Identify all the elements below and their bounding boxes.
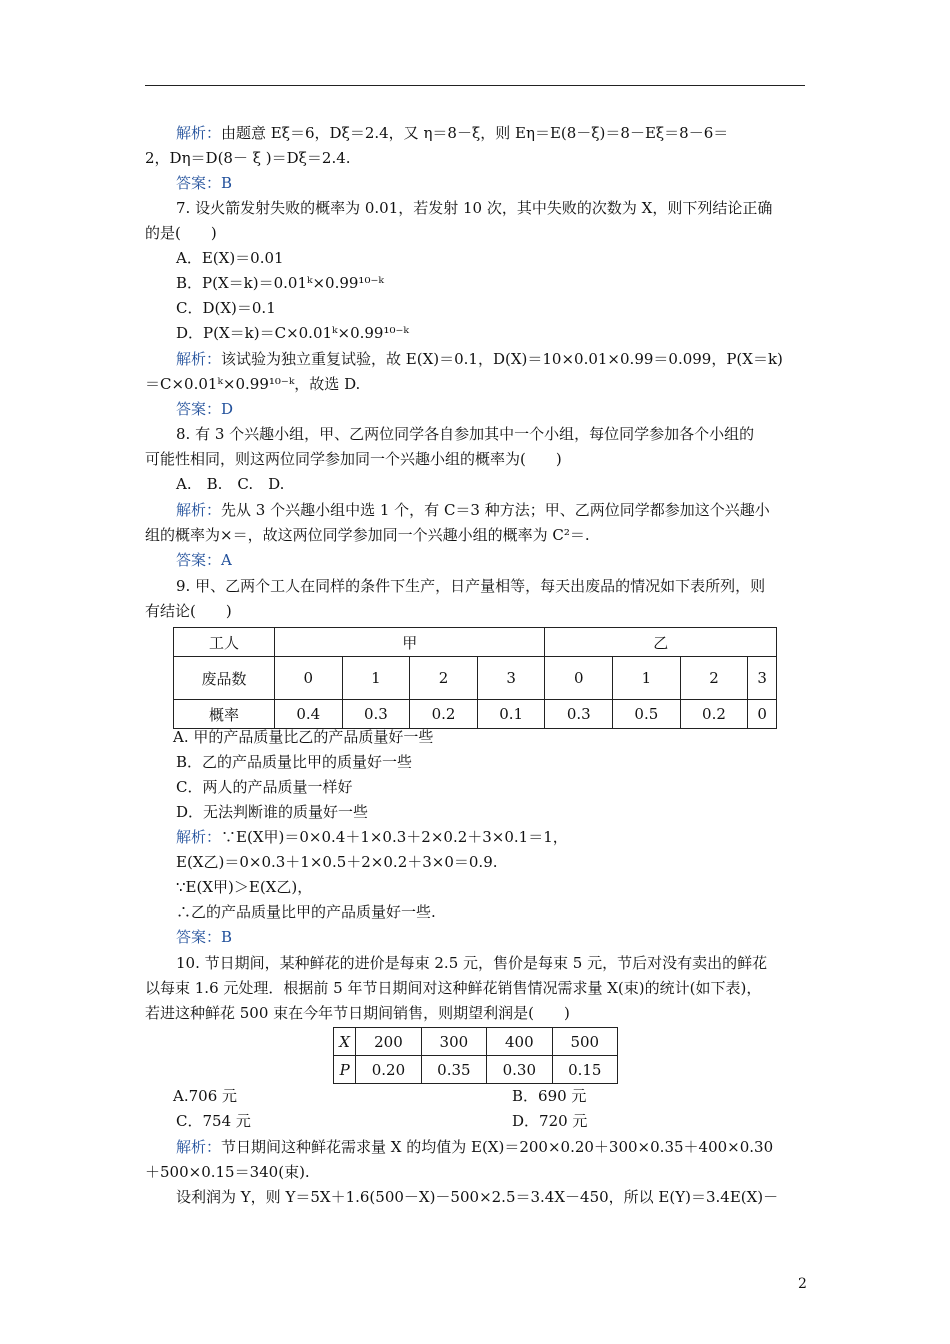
table-cell: 2 xyxy=(410,657,478,700)
text-line: ∴乙的产品质量比甲的产品质量好一些. xyxy=(176,903,436,921)
table-cell: 0.3 xyxy=(342,700,410,729)
table-cell: 0.4 xyxy=(275,700,343,729)
text-line: 2，Dη＝D(8－ ξ )＝Dξ＝2.4. xyxy=(145,149,351,167)
solution-9: 解析：∵E(X甲)＝0×0.4＋1×0.3＋2×0.2＋3×0.1＝1， xyxy=(176,828,568,846)
table-cell: 乙 xyxy=(545,628,777,657)
table-cell: 工人 xyxy=(174,628,275,657)
text-line: 组的概率为×＝，故这两位同学参加同一个兴趣小组的概率为 C²＝. xyxy=(145,526,590,544)
option-c: C．754 元 xyxy=(176,1112,251,1130)
answer-7: 答案：D xyxy=(176,400,234,418)
table-cell: 1 xyxy=(613,657,681,700)
text-line: 的是( ) xyxy=(145,224,217,242)
solution-6: 解析：由题意 Eξ＝6，Dξ＝2.4，又 η＝8－ξ，则 Eη＝E(8－ξ)＝8－Eξ＝8－6＝ xyxy=(176,124,729,142)
question-8: 8. 有 3 个兴趣小组，甲、乙两位同学各自参加其中一个小组，每位同学参加各个小组的 xyxy=(176,425,755,443)
table-cell: 500 xyxy=(552,1028,617,1056)
table-cell: 概率 xyxy=(174,700,275,729)
option-b: B．P(X＝k)＝0.01ᵏ×0.99¹⁰⁻ᵏ xyxy=(176,274,384,292)
text-line: ∵E(X甲)＞E(X乙)， xyxy=(176,878,313,896)
table-cell: 0.1 xyxy=(477,700,545,729)
answer-9: 答案：B xyxy=(176,928,233,946)
table-cell: 0.3 xyxy=(545,700,613,729)
table-cell: 0.15 xyxy=(552,1056,617,1084)
text-line: 有结论( ) xyxy=(145,602,232,620)
solution-label: 解析： xyxy=(176,1138,222,1156)
table-cell: 0 xyxy=(545,657,613,700)
table-cell: 0.30 xyxy=(487,1056,552,1084)
solution-label: 解析： xyxy=(176,828,222,846)
table-cell: 3 xyxy=(477,657,545,700)
table-cell: 0.2 xyxy=(680,700,748,729)
text-line: ＋500×0.15＝340(束). xyxy=(145,1163,310,1181)
text-line: 可能性相同，则这两位同学参加同一个兴趣小组的概率为( ) xyxy=(145,450,562,468)
option-d: D．P(X＝k)＝C×0.01ᵏ×0.99¹⁰⁻ᵏ xyxy=(176,324,409,342)
table-cell: 0.5 xyxy=(613,700,681,729)
question-10: 10. 节日期间，某种鲜花的进价是每束 2.5 元，售价是每束 5 元，节后对没有卖出的鲜花 xyxy=(176,954,768,972)
option-d: D．无法判断谁的质量好一些 xyxy=(176,803,369,821)
question-9: 9. 甲、乙两个工人在同样的条件下生产，日产量相等，每天出废品的情况如下表所列，则 xyxy=(176,577,766,595)
option-c: C．两人的产品质量一样好 xyxy=(176,778,353,796)
question-7: 7. 设火箭发射失败的概率为 0.01，若发射 10 次，其中失败的次数为 X，则下列结论正确 xyxy=(176,199,773,217)
text-line: 设利润为 Y，则 Y＝5X＋1.6(500－X)－500×2.5＝3.4X－450，所以 E(Y)＝3.4E(X)－ xyxy=(176,1188,779,1206)
solution-label: 解析： xyxy=(176,350,222,368)
table-cell: 废品数 xyxy=(174,657,275,700)
option-a: A.706 元 xyxy=(173,1087,237,1105)
table-cell: P xyxy=(334,1056,356,1084)
table-cell: 2 xyxy=(680,657,748,700)
table-cell: 200 xyxy=(356,1028,421,1056)
table-cell: 0 xyxy=(748,700,777,729)
table-cell: 0 xyxy=(275,657,343,700)
option-a: A. 甲的产品质量比乙的产品质量好一些 xyxy=(173,728,434,746)
table-cell: 甲 xyxy=(275,628,545,657)
solution-label: 解析： xyxy=(176,501,222,519)
option-c: C．D(X)＝0.1 xyxy=(176,299,276,317)
page-number: 2 xyxy=(798,1276,807,1292)
table-cell: 400 xyxy=(487,1028,552,1056)
table-cell: X xyxy=(334,1028,356,1056)
solution-7: 解析：该试验为独立重复试验，故 E(X)＝0.1，D(X)＝10×0.01×0.99＝0.099，P(X＝k) xyxy=(176,350,783,368)
text-line: 以每束 1.6 元处理．根据前 5 年节日期间对这种鲜花销售情况需求量 X(束)的统计(如下表)， xyxy=(145,979,762,997)
answer-8: 答案：A xyxy=(176,551,232,569)
option-b: B．乙的产品质量比甲的质量好一些 xyxy=(176,753,413,771)
option-d: D．720 元 xyxy=(512,1112,588,1130)
table-cell: 0.2 xyxy=(410,700,478,729)
table-cell: 0.20 xyxy=(356,1056,421,1084)
text-line: ＝C×0.01ᵏ×0.99¹⁰⁻ᵏ，故选 D. xyxy=(145,375,361,393)
option-b: B．690 元 xyxy=(512,1087,587,1105)
table-cell: 300 xyxy=(421,1028,486,1056)
options-8: A. B. C. D. xyxy=(176,475,285,493)
answer-6: 答案：B xyxy=(176,174,233,192)
table-cell: 3 xyxy=(748,657,777,700)
defect-table xyxy=(173,627,777,729)
option-a: A．E(X)＝0.01 xyxy=(176,249,284,267)
solution-8: 解析：先从 3 个兴趣小组中选 1 个，有 C＝3 种方法；甲、乙两位同学都参加这个兴趣小 xyxy=(176,501,770,519)
solution-10: 解析：节日期间这种鲜花需求量 X 的均值为 E(X)＝200×0.20＋300×0.35＋400×0.30 xyxy=(176,1138,774,1156)
text-line: 若进这种鲜花 500 束在今年节日期间销售，则期望利润是( ) xyxy=(145,1004,570,1022)
header-rule xyxy=(145,85,805,86)
table-cell: 0.35 xyxy=(421,1056,486,1084)
demand-table xyxy=(333,1027,618,1084)
solution-label: 解析： xyxy=(176,124,222,142)
table-cell: 1 xyxy=(342,657,410,700)
text-line: E(X乙)＝0×0.3＋1×0.5＋2×0.2＋3×0＝0.9. xyxy=(176,853,498,871)
